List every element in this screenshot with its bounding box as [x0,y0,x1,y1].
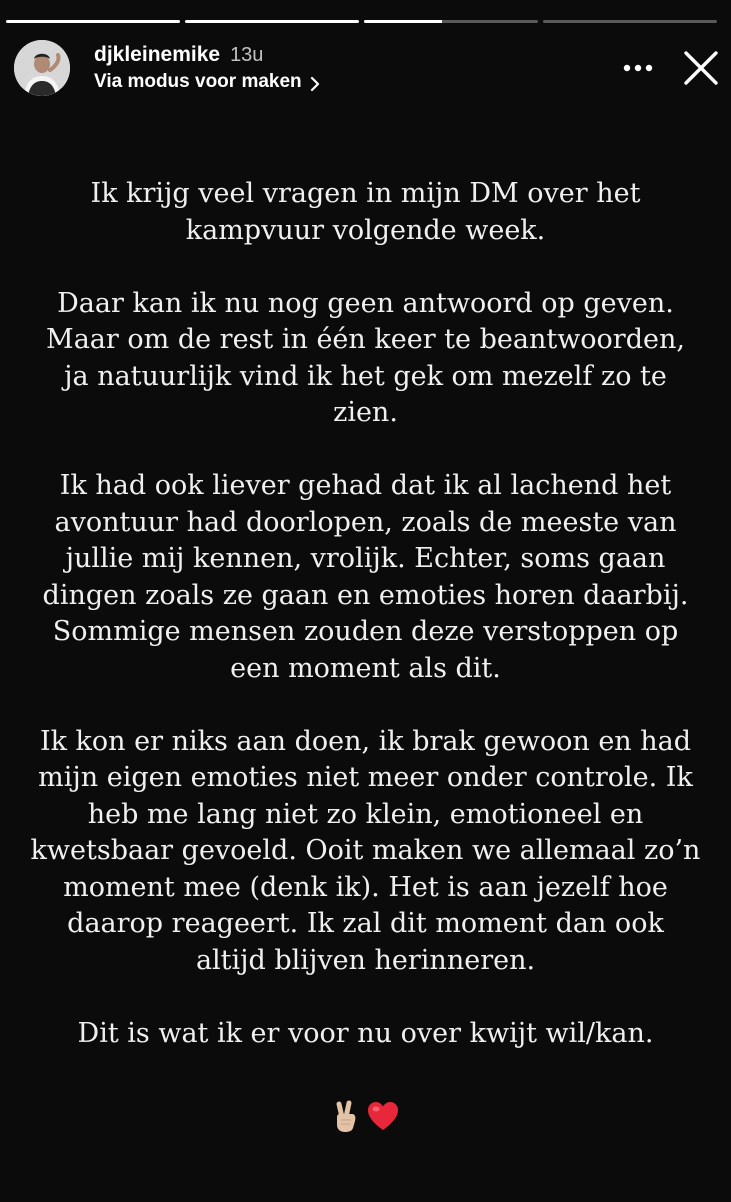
post-time: 13u [230,44,264,66]
progress-fill [6,20,180,23]
emoji-row [0,1100,731,1139]
story-progress-bar [6,20,717,23]
progress-segment [543,20,717,23]
story-header [14,36,719,100]
create-mode-label: Via modus voor maken [94,71,302,92]
story-paragraph: Ik had ook liever gehad dat ik al lachend het avontuur had doorlopen, zoals de meeste van jullie mij kennen, vrolijk. Echter, soms gaan dingen zoals ze gaan en emoties horen daarbij. Sommige mensen zouden deze verstoppen op een moment als dit. [42,470,689,684]
progress-segment [185,20,359,23]
avatar-icon [14,40,70,96]
story-paragraph: Dit is wat ik er voor nu over kwijt wil/kan. [77,1017,654,1049]
progress-fill [364,20,442,23]
close-icon [683,50,719,86]
more-options-button[interactable] [623,64,653,72]
story-text [30,176,701,1089]
red-heart-icon [366,1100,400,1139]
story-paragraph: Ik kon er niks aan doen, ik brak gewoon en had mijn eigen emoties niet meer onder controle. Ik heb me lang niet zo klein, emotioneel en kwetsbaar gevoeld. Ooit maken we allemaal zo’n moment mee (denk ik). Het is aan jezelf hoe daarop reageert. Ik zal dit moment dan ook altijd blijven herinneren. [30,725,701,976]
close-button[interactable] [683,50,719,86]
avatar[interactable] [14,40,70,96]
username-link[interactable]: djkleinemike [94,43,221,66]
progress-segment [364,20,538,23]
progress-segment [6,20,180,23]
story-paragraph: Daar kan ik nu nog geen antwoord op geven. Maar om de rest in één keer te beantwoorden, ja natuurlijk vind ik het gek om mezelf zo te zien. [46,287,685,428]
progress-fill [185,20,359,23]
more-horizontal-icon [623,64,653,72]
chevron-right-icon [310,75,320,89]
story-paragraph: Ik krijg veel vragen in mijn DM over het kampvuur volgende week. [90,178,641,246]
create-mode-link[interactable] [94,71,320,93]
victory-hand-icon [332,1100,360,1139]
